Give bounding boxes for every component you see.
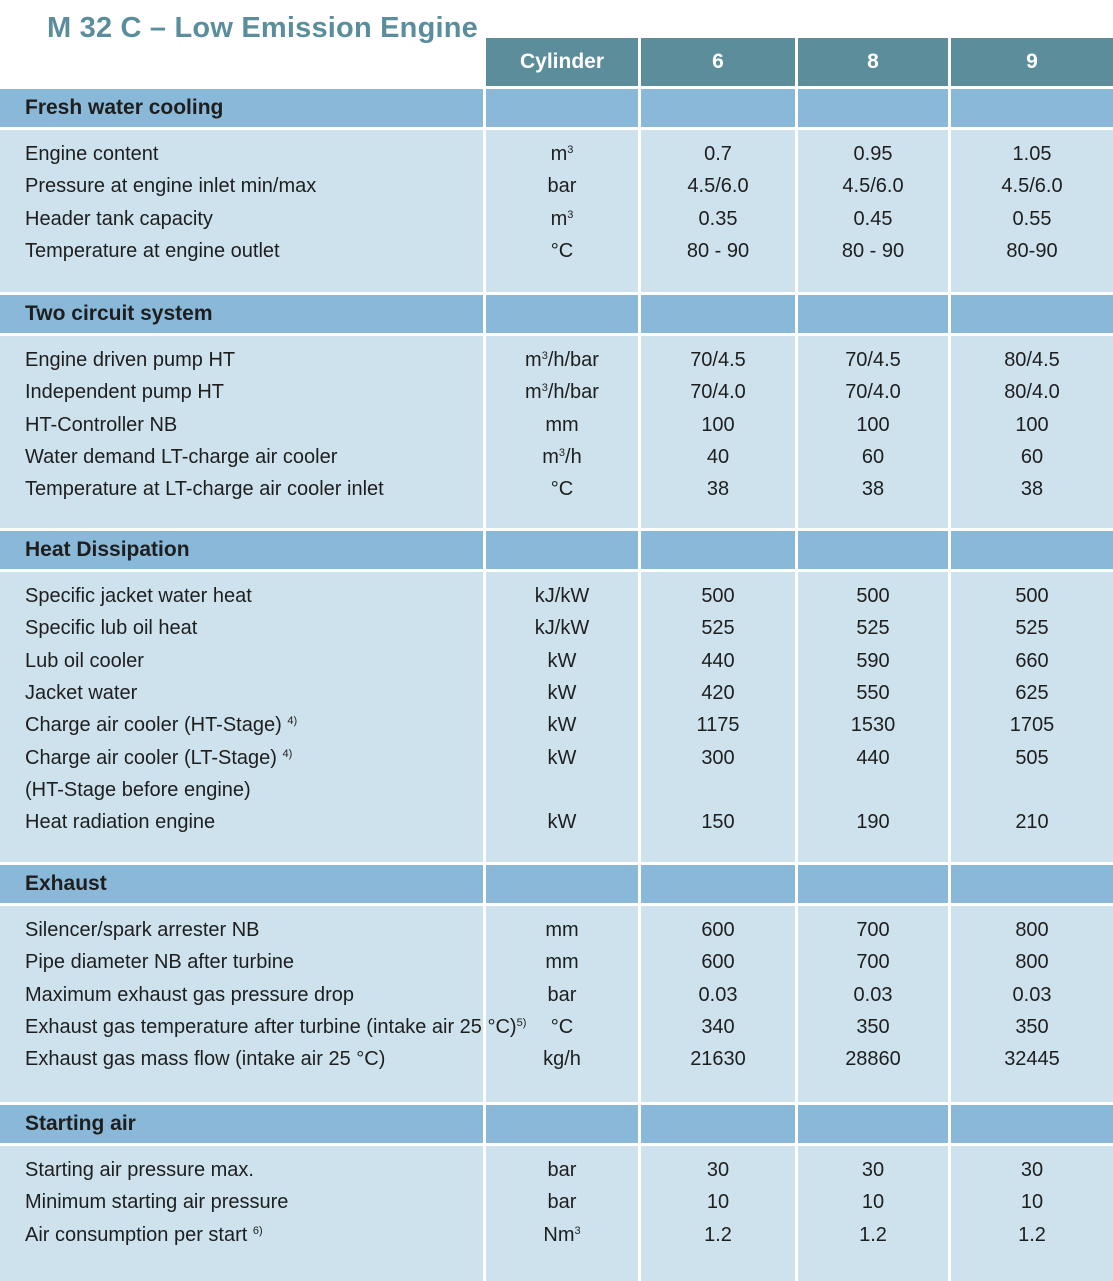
table-row	[0, 612, 1113, 644]
row-unit: $m^3/h$/bar	[525, 381, 599, 404]
row-unit: mm	[545, 413, 579, 436]
unit-exponent: 3	[574, 1224, 581, 1237]
value-cylinder-9: 0.03	[1012, 983, 1052, 1006]
value-cylinder-9: 0.55	[1012, 207, 1052, 230]
value-cylinder-9: 100	[1015, 413, 1049, 436]
section-header-cell	[641, 865, 795, 903]
value-cylinder-8: 60	[861, 445, 885, 468]
value-cylinder-6: 100	[701, 413, 735, 436]
column-header-cylinder-8: 8	[798, 38, 948, 86]
value-cylinder-9: 525	[1015, 617, 1049, 640]
value-cylinder-9: 660	[1015, 649, 1049, 672]
row-label: Pressure at engine inlet min/max	[25, 175, 317, 198]
value-cylinder-8: 590	[856, 649, 890, 672]
value-cylinder-6: 300	[701, 746, 735, 769]
section-header	[0, 295, 483, 333]
value-cylinder-6: 10	[706, 1191, 730, 1214]
value-cylinder-8: 4.5/6.0	[842, 175, 904, 198]
value-cylinder-9: 38	[1020, 478, 1044, 501]
footnote-ref: 5)	[516, 1016, 527, 1029]
section-title: Heat Dissipation	[25, 538, 190, 561]
table-row	[0, 1219, 1113, 1251]
row-unit: kW	[547, 681, 577, 704]
row-label: Pipe diameter NB after turbine	[25, 951, 295, 974]
section-header-cell	[641, 295, 795, 333]
value-cylinder-8: 350	[856, 1015, 890, 1038]
table-row	[0, 409, 1113, 441]
value-cylinder-8: 1530	[850, 714, 896, 737]
section-header-cell	[798, 89, 948, 127]
section-header-cell	[951, 531, 1113, 569]
table-row	[0, 441, 1113, 473]
unit-exponent: 3	[567, 144, 574, 156]
table-row	[0, 473, 1113, 505]
table-row	[0, 645, 1113, 677]
value-cylinder-6: 440	[701, 649, 735, 672]
row-label: Independent pump HT	[25, 381, 225, 404]
value-cylinder-6: 40	[706, 445, 730, 468]
section-header-cell	[951, 295, 1113, 333]
value-cylinder-6: 525	[701, 617, 735, 640]
value-cylinder-6: 420	[701, 681, 735, 704]
value-cylinder-8: 100	[856, 413, 890, 436]
value-cylinder-9: 4.5/6.0	[1001, 175, 1063, 198]
section-header-cell	[486, 1105, 638, 1143]
value-cylinder-9: 80-90	[1006, 239, 1058, 262]
section-header-cell	[641, 531, 795, 569]
value-cylinder-9: 625	[1015, 681, 1049, 704]
row-label: Specific jacket water heat	[25, 585, 252, 607]
column-header-unit: Cylinder	[486, 38, 638, 86]
value-cylinder-9: 800	[1015, 951, 1049, 974]
row-unit: mm	[545, 951, 579, 974]
value-cylinder-6: 21630	[690, 1048, 746, 1071]
section-title: Exhaust	[25, 872, 107, 895]
row-label: Air consumption per start $^{6)}$	[25, 1223, 263, 1246]
value-cylinder-6: 80 - 90	[686, 239, 750, 262]
value-cylinder-8: 0.95	[853, 143, 893, 165]
value-cylinder-9: 800	[1015, 919, 1049, 941]
value-cylinder-9: 32445	[1004, 1048, 1060, 1071]
table-row	[0, 203, 1113, 235]
table-row	[0, 806, 1113, 838]
section-title: Starting air	[25, 1112, 136, 1135]
page-title: M 32 C – Low Emission Engine	[47, 12, 479, 44]
row-unit: kW	[547, 714, 577, 737]
row-unit: $m^3$	[550, 207, 574, 230]
row-unit: °C	[550, 478, 574, 501]
value-cylinder-8: 0.45	[853, 207, 893, 230]
section-header	[0, 865, 483, 903]
row-label: HT-Controller NB	[25, 413, 178, 436]
value-cylinder-6: 1175	[696, 714, 740, 737]
row-label: Starting air pressure max.	[25, 1159, 254, 1181]
row-label: Silencer/spark arrester NB	[25, 919, 260, 941]
value-cylinder-9: 80/4.0	[1004, 381, 1060, 404]
table-row	[0, 774, 1113, 806]
section-header-cell	[798, 531, 948, 569]
row-unit: °C	[550, 1015, 574, 1038]
row-unit: $m^3$	[550, 143, 574, 165]
section-header-cell	[798, 295, 948, 333]
value-cylinder-6: 70/4.0	[690, 381, 746, 404]
table-row	[0, 170, 1113, 202]
table-row	[0, 344, 1113, 376]
table-row	[0, 677, 1113, 709]
value-cylinder-9: 80/4.5	[1004, 349, 1060, 371]
value-cylinder-6: 340	[701, 1015, 735, 1038]
unit-exponent: 3	[558, 446, 566, 459]
table-row	[0, 1043, 1113, 1075]
table-row	[0, 709, 1113, 741]
row-label: Maximum exhaust gas pressure drop	[25, 983, 355, 1006]
value-cylinder-6: 0.7	[704, 143, 732, 165]
footnote-ref: 4)	[287, 715, 298, 728]
value-cylinder-8: 550	[856, 681, 890, 704]
value-cylinder-9: 505	[1015, 746, 1049, 769]
table-row	[0, 914, 1113, 946]
table-row	[0, 742, 1113, 774]
row-label: Temperature at engine outlet	[25, 239, 280, 262]
row-unit: bar	[547, 1159, 577, 1181]
table-row	[0, 979, 1113, 1011]
value-cylinder-6: 1.2	[704, 1223, 732, 1246]
row-unit: $m^3/h$/bar	[525, 349, 599, 371]
value-cylinder-6: 0.03	[698, 983, 738, 1006]
row-label: Minimum starting air pressure	[25, 1191, 289, 1214]
value-cylinder-6: 4.5/6.0	[687, 175, 749, 198]
value-cylinder-8: 190	[856, 811, 890, 834]
value-cylinder-8: 525	[856, 617, 890, 640]
row-label: Exhaust gas mass flow (intake air 25 °C)	[25, 1048, 386, 1071]
value-cylinder-6: 500	[701, 585, 735, 607]
row-label: Exhaust gas temperature after turbine (intake air 25 °C)$^{5)}$	[25, 1015, 527, 1038]
section-header-cell	[798, 1105, 948, 1143]
section-header-cell	[641, 1105, 795, 1143]
value-cylinder-8: 70/4.0	[845, 381, 901, 404]
section-header-cell	[486, 89, 638, 127]
value-cylinder-9: 1.05	[1012, 143, 1052, 165]
value-cylinder-6: 150	[701, 811, 735, 834]
section-header-cell	[486, 531, 638, 569]
row-label: Temperature at LT-charge air cooler inlet	[25, 478, 384, 501]
row-unit: bar	[547, 1191, 577, 1214]
section-header	[0, 531, 483, 569]
row-unit: bar	[547, 175, 577, 198]
section-header-cell	[951, 89, 1113, 127]
value-cylinder-8: 700	[856, 951, 890, 974]
value-cylinder-8: 70/4.5	[845, 349, 901, 371]
value-cylinder-6: 600	[701, 951, 735, 974]
row-unit: kJ/kW	[534, 585, 590, 607]
row-label: Jacket water	[25, 681, 138, 704]
value-cylinder-8: 28860	[845, 1048, 901, 1071]
column-header-cylinder-6: 6	[641, 38, 795, 86]
section-header-cell	[951, 1105, 1113, 1143]
row-label: Water demand LT-charge air cooler	[25, 445, 338, 468]
row-unit: Nm$^3$	[543, 1223, 581, 1246]
section-header-cell	[951, 865, 1113, 903]
table-row	[0, 1154, 1113, 1186]
value-cylinder-6: 38	[706, 478, 730, 501]
row-label: (HT-Stage before engine)	[25, 778, 251, 801]
table-row	[0, 376, 1113, 408]
row-unit: kJ/kW	[534, 617, 590, 640]
value-cylinder-8: 440	[856, 746, 890, 769]
section-header-cell	[486, 865, 638, 903]
row-unit: kW	[547, 746, 577, 769]
row-unit: mm	[545, 919, 579, 941]
row-label: Charge air cooler (LT-Stage) $^{4)}$	[25, 746, 293, 769]
value-cylinder-9: 210	[1015, 811, 1049, 834]
section-header-cell	[641, 89, 795, 127]
value-cylinder-9: 1.2	[1018, 1223, 1046, 1246]
value-cylinder-8: 500	[856, 585, 890, 607]
row-unit: kW	[547, 649, 577, 672]
value-cylinder-6: 70/4.5	[690, 349, 746, 371]
value-cylinder-8: 10	[861, 1191, 885, 1214]
section-header	[0, 1105, 483, 1143]
row-label: Specific lub oil heat	[25, 617, 198, 640]
row-label: Charge air cooler (HT-Stage) $^{4)}$	[25, 714, 298, 737]
row-unit: °C	[550, 239, 574, 262]
unit-exponent: 3	[567, 208, 574, 221]
table-row	[0, 1011, 1113, 1043]
row-label: Engine content	[25, 143, 159, 165]
value-cylinder-6: 600	[701, 919, 735, 941]
value-cylinder-6: 0.35	[698, 207, 738, 230]
table-row	[0, 1186, 1113, 1218]
row-label: Header tank capacity	[25, 207, 213, 230]
row-label: Engine driven pump HT	[25, 349, 236, 371]
section-header-cell	[486, 295, 638, 333]
row-unit: bar	[547, 983, 577, 1006]
value-cylinder-8: 80 - 90	[841, 239, 905, 262]
value-cylinder-9: 1705	[1009, 714, 1055, 737]
footnote-ref: 4)	[282, 747, 293, 760]
footnote-ref: 6)	[252, 1224, 263, 1237]
column-header-cylinder-9: 9	[951, 38, 1113, 86]
value-cylinder-8: 1.2	[859, 1223, 887, 1246]
row-unit: kW	[547, 811, 577, 834]
row-unit: $m^3/h$	[542, 445, 582, 468]
row-label: Lub oil cooler	[25, 649, 144, 672]
unit-exponent: 3	[541, 382, 548, 395]
value-cylinder-9: 30	[1020, 1159, 1044, 1181]
table-row	[0, 580, 1113, 612]
value-cylinder-8: 30	[861, 1159, 885, 1181]
table-row	[0, 946, 1113, 978]
row-unit: kg/h	[543, 1048, 581, 1071]
section-title: Fresh water cooling	[25, 96, 224, 119]
section-header	[0, 89, 483, 127]
row-label: Heat radiation engine	[25, 811, 216, 834]
section-header-cell	[798, 865, 948, 903]
value-cylinder-9: 60	[1020, 445, 1044, 468]
value-cylinder-9: 10	[1020, 1191, 1044, 1214]
value-cylinder-9: 350	[1015, 1015, 1049, 1038]
unit-exponent: 3	[541, 350, 548, 362]
section-title: Two circuit system	[25, 302, 213, 325]
table-row	[0, 138, 1113, 170]
value-cylinder-8: 0.03	[853, 983, 893, 1006]
value-cylinder-8: 700	[856, 919, 890, 941]
value-cylinder-8: 38	[861, 478, 885, 501]
table-row	[0, 235, 1113, 267]
value-cylinder-9: 500	[1015, 585, 1049, 607]
value-cylinder-6: 30	[706, 1159, 730, 1181]
